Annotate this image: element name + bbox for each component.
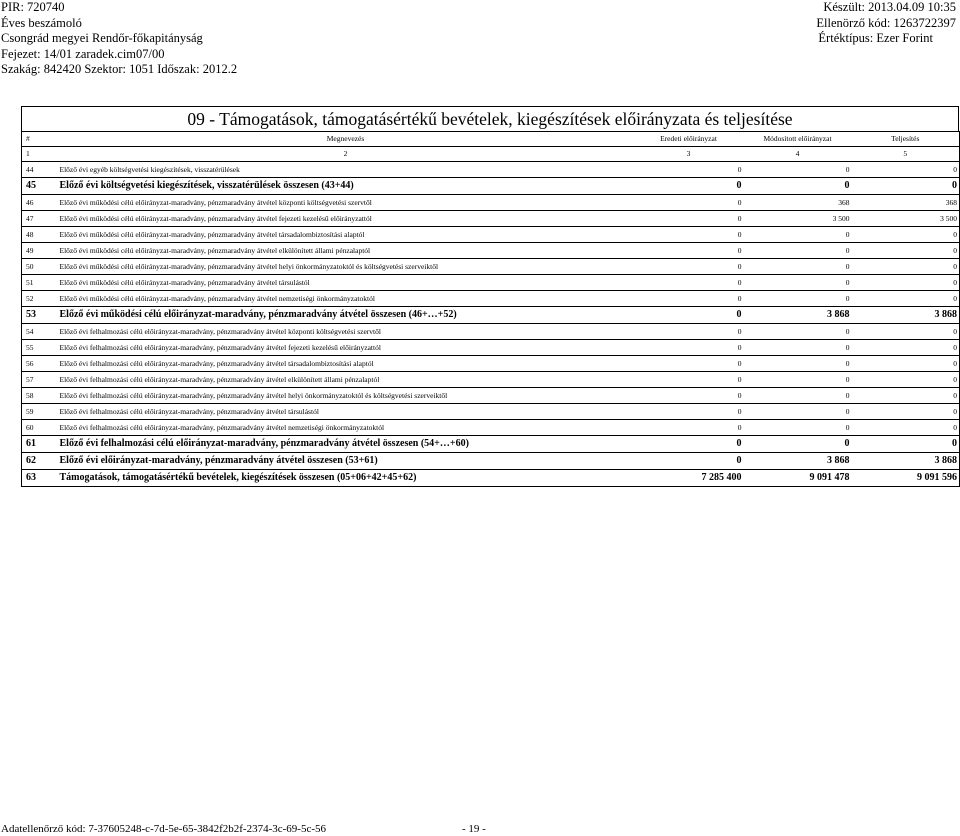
row-name: Előző évi költségvetési kiegészítések, visszatérülések összesen (43+44)	[58, 178, 634, 195]
original-appropriation: 0	[634, 178, 744, 195]
report-type: Éves beszámoló	[1, 15, 82, 30]
column-header: #	[22, 132, 58, 147]
row-number: 62	[22, 453, 58, 470]
row-number: 48	[22, 227, 58, 243]
original-appropriation: 0	[634, 211, 744, 227]
performance-value: 0	[852, 324, 960, 340]
original-appropriation: 0	[634, 436, 744, 453]
table-row	[22, 356, 960, 372]
column-header: Teljesítés	[852, 132, 960, 147]
modified-appropriation: 0	[744, 291, 852, 307]
chapter-label: Fejezet: 14/01 zaradek.cim07/00	[1, 46, 165, 61]
original-appropriation: 0	[634, 388, 744, 404]
row-number: 47	[22, 211, 58, 227]
performance-value: 3 868	[852, 453, 960, 470]
row-number: 57	[22, 372, 58, 388]
modified-appropriation: 368	[744, 195, 852, 211]
performance-value: 9 091 596	[852, 470, 960, 487]
column-index: 3	[634, 147, 744, 162]
row-name: Előző évi működési célú előirányzat-maradvány, pénzmaradvány átvétel társulástól	[58, 275, 634, 291]
modified-appropriation: 3 868	[744, 453, 852, 470]
column-index: 5	[852, 147, 960, 162]
row-name: Előző évi felhalmozási célú előirányzat-maradvány, pénzmaradvány átvétel társadalombiztosítási alaptól	[58, 356, 634, 372]
column-index: 2	[58, 147, 634, 162]
table-row	[22, 324, 960, 340]
modified-appropriation: 3 500	[744, 211, 852, 227]
control-code: Adatellenőrző kód: 7-37605248-c-7d-5e-65-3842f2b2f-2374-3c-69-5c-56	[1, 823, 327, 835]
modified-appropriation: 0	[744, 404, 852, 420]
table-row	[22, 453, 960, 470]
header-right	[816, 0, 956, 47]
table-row	[22, 291, 960, 307]
column-index: 1	[22, 147, 58, 162]
table-row	[22, 178, 960, 195]
modified-appropriation: 0	[744, 259, 852, 275]
row-number: 45	[22, 178, 58, 195]
table-row	[22, 372, 960, 388]
performance-value: 0	[852, 243, 960, 259]
header-left	[1, 0, 237, 78]
row-name: Előző évi felhalmozási célú előirányzat-maradvány, pénzmaradvány átvétel elkülönített állami pénzalaptól	[58, 372, 634, 388]
pir-label: PIR: 720740	[1, 0, 65, 14]
check-code: Ellenörző kód: 1263722397	[816, 15, 956, 30]
modified-appropriation: 0	[744, 324, 852, 340]
performance-value: 368	[852, 195, 960, 211]
column-header: Módosított előirányzat	[744, 132, 852, 147]
row-name: Előző évi előirányzat-maradvány, pénzmaradvány átvétel összesen (53+61)	[58, 453, 634, 470]
performance-value: 0	[852, 291, 960, 307]
original-appropriation: 0	[634, 243, 744, 259]
table-row	[22, 404, 960, 420]
modified-appropriation: 0	[744, 436, 852, 453]
data-table	[21, 131, 960, 487]
original-appropriation: 0	[634, 356, 744, 372]
sector-label: Szakág: 842420 Szektor: 1051 Időszak: 2012.2	[1, 62, 238, 76]
original-appropriation: 0	[634, 195, 744, 211]
row-name: Előző évi működési célú előirányzat-maradvány, pénzmaradvány átvétel nemzetiségi önkormányzatoktól	[58, 291, 634, 307]
original-appropriation: 0	[634, 420, 744, 436]
row-number: 61	[22, 436, 58, 453]
row-number: 53	[22, 307, 58, 324]
table-row	[22, 275, 960, 291]
modified-appropriation: 0	[744, 340, 852, 356]
row-number: 56	[22, 356, 58, 372]
column-index: 4	[744, 147, 852, 162]
row-number: 54	[22, 324, 58, 340]
table-row	[22, 162, 960, 178]
performance-value: 0	[852, 388, 960, 404]
row-name: Előző évi működési célú előirányzat-maradvány, pénzmaradvány átvétel fejezeti kezelésű előirányzattól	[58, 211, 634, 227]
table-row	[22, 243, 960, 259]
original-appropriation: 0	[634, 259, 744, 275]
row-number: 58	[22, 388, 58, 404]
row-name: Támogatások, támogatásértékű bevételek, kiegészítések összesen (05+06+42+45+62)	[58, 470, 634, 487]
column-header: Megnevezés	[58, 132, 634, 147]
organization-name: Csongrád megyei Rendőr-főkapitányság	[1, 31, 203, 45]
row-name: Előző évi felhalmozási célú előirányzat-maradvány, pénzmaradvány átvétel társulástól	[58, 404, 634, 420]
created-timestamp: Készült: 2013.04.09 10:35	[823, 0, 956, 14]
value-type: Értéktípus: Ezer Forint	[818, 31, 933, 45]
original-appropriation: 0	[634, 453, 744, 470]
modified-appropriation: 0	[744, 243, 852, 259]
performance-value: 0	[852, 162, 960, 178]
row-number: 55	[22, 340, 58, 356]
performance-value: 0	[852, 372, 960, 388]
row-name: Előző évi felhalmozási célú előirányzat-maradvány, pénzmaradvány átvétel összesen (54+…+60)	[58, 436, 634, 453]
modified-appropriation: 9 091 478	[744, 470, 852, 487]
original-appropriation: 0	[634, 324, 744, 340]
table-title: 09 - Támogatások, támogatásértékű bevételek, kiegészítések előirányzata és teljesítése	[21, 106, 959, 131]
performance-value: 0	[852, 404, 960, 420]
modified-appropriation: 0	[744, 178, 852, 195]
table-row	[22, 307, 960, 324]
row-name: Előző évi felhalmozási célú előirányzat-maradvány, pénzmaradvány átvétel fejezeti kezelésű előirányzattól	[58, 340, 634, 356]
performance-value: 0	[852, 275, 960, 291]
performance-value: 0	[852, 436, 960, 453]
modified-appropriation: 3 868	[744, 307, 852, 324]
row-number: 59	[22, 404, 58, 420]
original-appropriation: 7 285 400	[634, 470, 744, 487]
table-row	[22, 227, 960, 243]
row-name: Előző évi felhalmozási célú előirányzat-maradvány, pénzmaradvány átvétel központi költségvetési szervtől	[58, 324, 634, 340]
performance-value: 0	[852, 356, 960, 372]
row-name: Előző évi működési célú előirányzat-maradvány, pénzmaradvány átvétel elkülönített állami pénzalaptól	[58, 243, 634, 259]
modified-appropriation: 0	[744, 388, 852, 404]
row-number: 46	[22, 195, 58, 211]
table-row	[22, 340, 960, 356]
table-row	[22, 388, 960, 404]
row-number: 52	[22, 291, 58, 307]
table-row	[22, 436, 960, 453]
original-appropriation: 0	[634, 291, 744, 307]
column-index-row	[22, 147, 960, 162]
performance-value: 0	[852, 420, 960, 436]
row-name: Előző évi működési célú előirányzat-maradvány, pénzmaradvány átvétel összesen (46+…+52)	[58, 307, 634, 324]
performance-value: 0	[852, 259, 960, 275]
row-name: Előző évi működési célú előirányzat-maradvány, pénzmaradvány átvétel társadalombiztosítási alaptól	[58, 227, 634, 243]
performance-value: 0	[852, 340, 960, 356]
table-row	[22, 259, 960, 275]
original-appropriation: 0	[634, 404, 744, 420]
performance-value: 0	[852, 227, 960, 243]
row-number: 51	[22, 275, 58, 291]
original-appropriation: 0	[634, 162, 744, 178]
modified-appropriation: 0	[744, 162, 852, 178]
performance-value: 3 500	[852, 211, 960, 227]
original-appropriation: 0	[634, 307, 744, 324]
modified-appropriation: 0	[744, 275, 852, 291]
modified-appropriation: 0	[744, 420, 852, 436]
table-row	[22, 420, 960, 436]
table-row	[22, 211, 960, 227]
row-name: Előző évi felhalmozási célú előirányzat-maradvány, pénzmaradvány átvétel nemzetiségi önkormányzatoktól	[58, 420, 634, 436]
column-header-row	[22, 132, 960, 147]
row-number: 60	[22, 420, 58, 436]
row-name: Előző évi felhalmozási célú előirányzat-maradvány, pénzmaradvány átvétel helyi önkormányzatoktól és költségvetési szerveiktől	[58, 388, 634, 404]
original-appropriation: 0	[634, 275, 744, 291]
row-name: Előző évi működési célú előirányzat-maradvány, pénzmaradvány átvétel helyi önkormányzatoktól és költségvetési szerveiktől	[58, 259, 634, 275]
row-name: Előző évi működési célú előirányzat-maradvány, pénzmaradvány átvétel központi költségvetési szervtől	[58, 195, 634, 211]
table-row	[22, 470, 960, 487]
original-appropriation: 0	[634, 340, 744, 356]
column-header: Eredeti előirányzat	[634, 132, 744, 147]
performance-value: 0	[852, 178, 960, 195]
modified-appropriation: 0	[744, 372, 852, 388]
row-number: 50	[22, 259, 58, 275]
row-number: 49	[22, 243, 58, 259]
performance-value: 3 868	[852, 307, 960, 324]
row-number: 63	[22, 470, 58, 487]
row-number: 44	[22, 162, 58, 178]
row-name: Előző évi egyéb költségvetési kiegészítések, visszatérülések	[58, 162, 634, 178]
original-appropriation: 0	[634, 227, 744, 243]
page-number: - 19 -	[462, 823, 486, 835]
original-appropriation: 0	[634, 372, 744, 388]
modified-appropriation: 0	[744, 227, 852, 243]
modified-appropriation: 0	[744, 356, 852, 372]
table-row	[22, 195, 960, 211]
